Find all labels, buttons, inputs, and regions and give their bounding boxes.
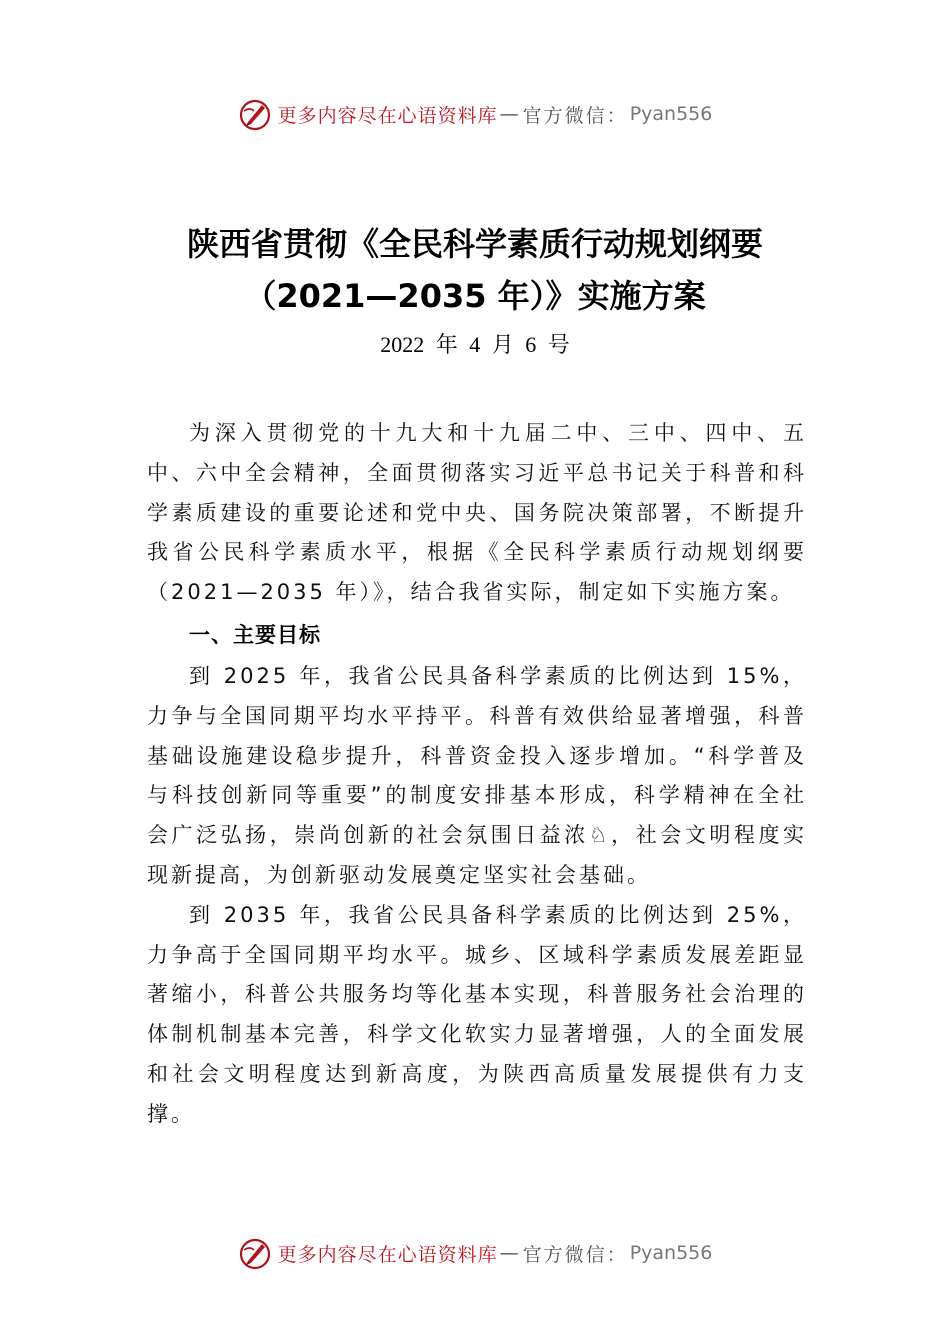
watermark-text: 更多内容尽在心语资料库 [277, 104, 498, 127]
pen-logo-icon [238, 97, 272, 131]
pen-logo-icon [238, 1236, 272, 1270]
watermark-header [0, 94, 950, 134]
document-date: 2022 年 4 月 6 号 [380, 332, 570, 357]
section-heading-main-goals: 一、主要目标 [189, 622, 321, 647]
watermark-official: 官方微信： [522, 1243, 628, 1266]
goal-2025-paragraph: 到 2025 年，我省公民具备科学素质的比例达到 15%，力争与全国同期平均水平持平。科普有效供给显著增强，科普基础设施建设稳步提升，科普资金投入逐步增加。“科学普及与科技创新同等重要”的制度安排基本形成，科学精神在全社会广泛弘扬，崇尚创新的社会氛围日益浓♘，社会文明程度实现新提高，为创新驱动发展奠定坚实社会基础。 [147, 663, 807, 887]
watermark-text: 更多内容尽在心语资料库 [277, 1243, 498, 1266]
watermark-separator: — [499, 1242, 521, 1264]
goal-2035-paragraph: 到 2035 年，我省公民具备科学素质的比例达到 25%，力争高于全国同期平均水平。城乡、区域科学素质发展差距显著缩小，科普公共服务均等化基本实现，科普服务社会治理的体制机制基本完善，科学文化软实力显著增强，人的全面发展和社会文明程度达到新高度，为陕西高质量发展提供有力支撑。 [147, 902, 807, 1126]
intro-paragraph: 为深入贯彻党的十九大和十九届二中、三中、四中、五中、六中全会精神，全面贯彻落实习近平总书记关于科普和科学素质建设的重要论述和党中央、国务院决策部署，不断提升我省公民科学素质水平，根据《全民科学素质行动规划纲要（2021—2035 年）》，结合我省实际，制定如下实施方案。 [147, 421, 807, 605]
watermark-wechat-id: Pyan556 [629, 103, 713, 125]
watermark-official: 官方微信： [522, 104, 628, 127]
watermark-separator: — [499, 103, 521, 125]
document-title-line1: 陕西省贯彻《全民科学素质行动规划纲要 [186, 225, 763, 263]
watermark-footer [0, 1233, 950, 1273]
document-title-line2: （2021—2035 年）》实施方案 [244, 277, 706, 315]
document-body [147, 414, 807, 1135]
watermark-wechat-id: Pyan556 [629, 1242, 713, 1264]
